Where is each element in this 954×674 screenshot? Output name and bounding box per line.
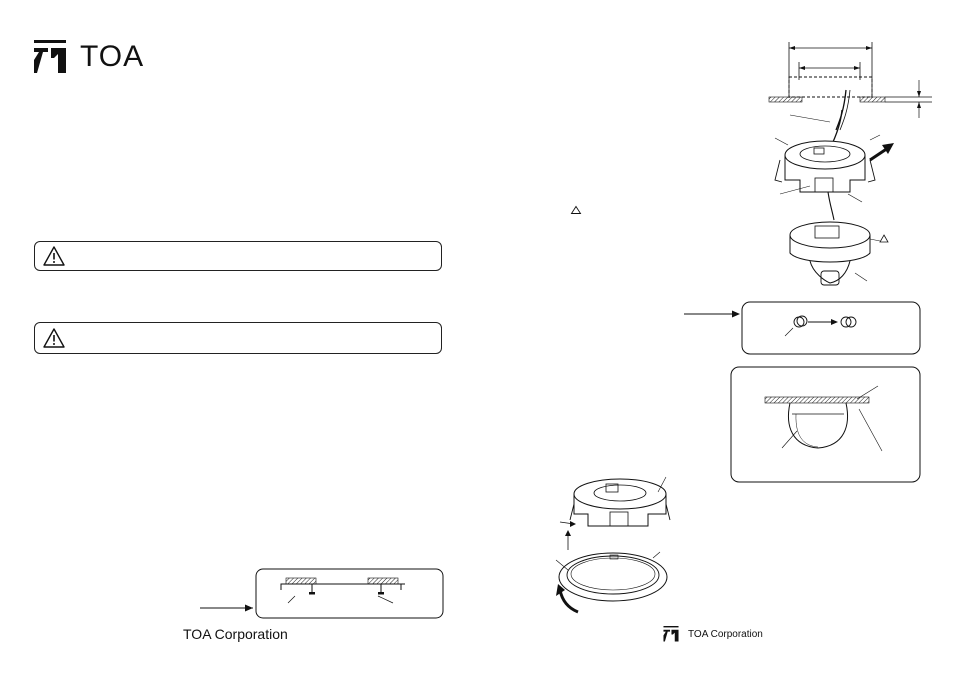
warning-triangle-icon xyxy=(43,328,65,348)
warning-box-1 xyxy=(34,241,442,271)
footer-corporation-left: TOA Corporation xyxy=(183,626,288,642)
dome-ceiling-diagram xyxy=(730,366,922,484)
toa-logo-small-icon xyxy=(663,626,679,642)
footer-corporation-right: TOA Corporation xyxy=(688,629,763,640)
brand-name: TOA xyxy=(80,40,145,73)
mark-triangle-icon xyxy=(571,206,581,214)
brand-logo xyxy=(34,40,174,76)
warning-box-2 xyxy=(34,322,442,354)
camera-body-diagram xyxy=(785,213,905,293)
warning-triangle-icon xyxy=(43,246,65,266)
back-box-diagram xyxy=(770,110,910,210)
ceiling-opening-diagram xyxy=(764,40,934,120)
trim-ring-diagram xyxy=(548,472,678,622)
screw-detail-diagram xyxy=(682,298,927,358)
toa-logo-icon xyxy=(34,40,66,74)
ceiling-detail-diagram xyxy=(195,566,455,626)
